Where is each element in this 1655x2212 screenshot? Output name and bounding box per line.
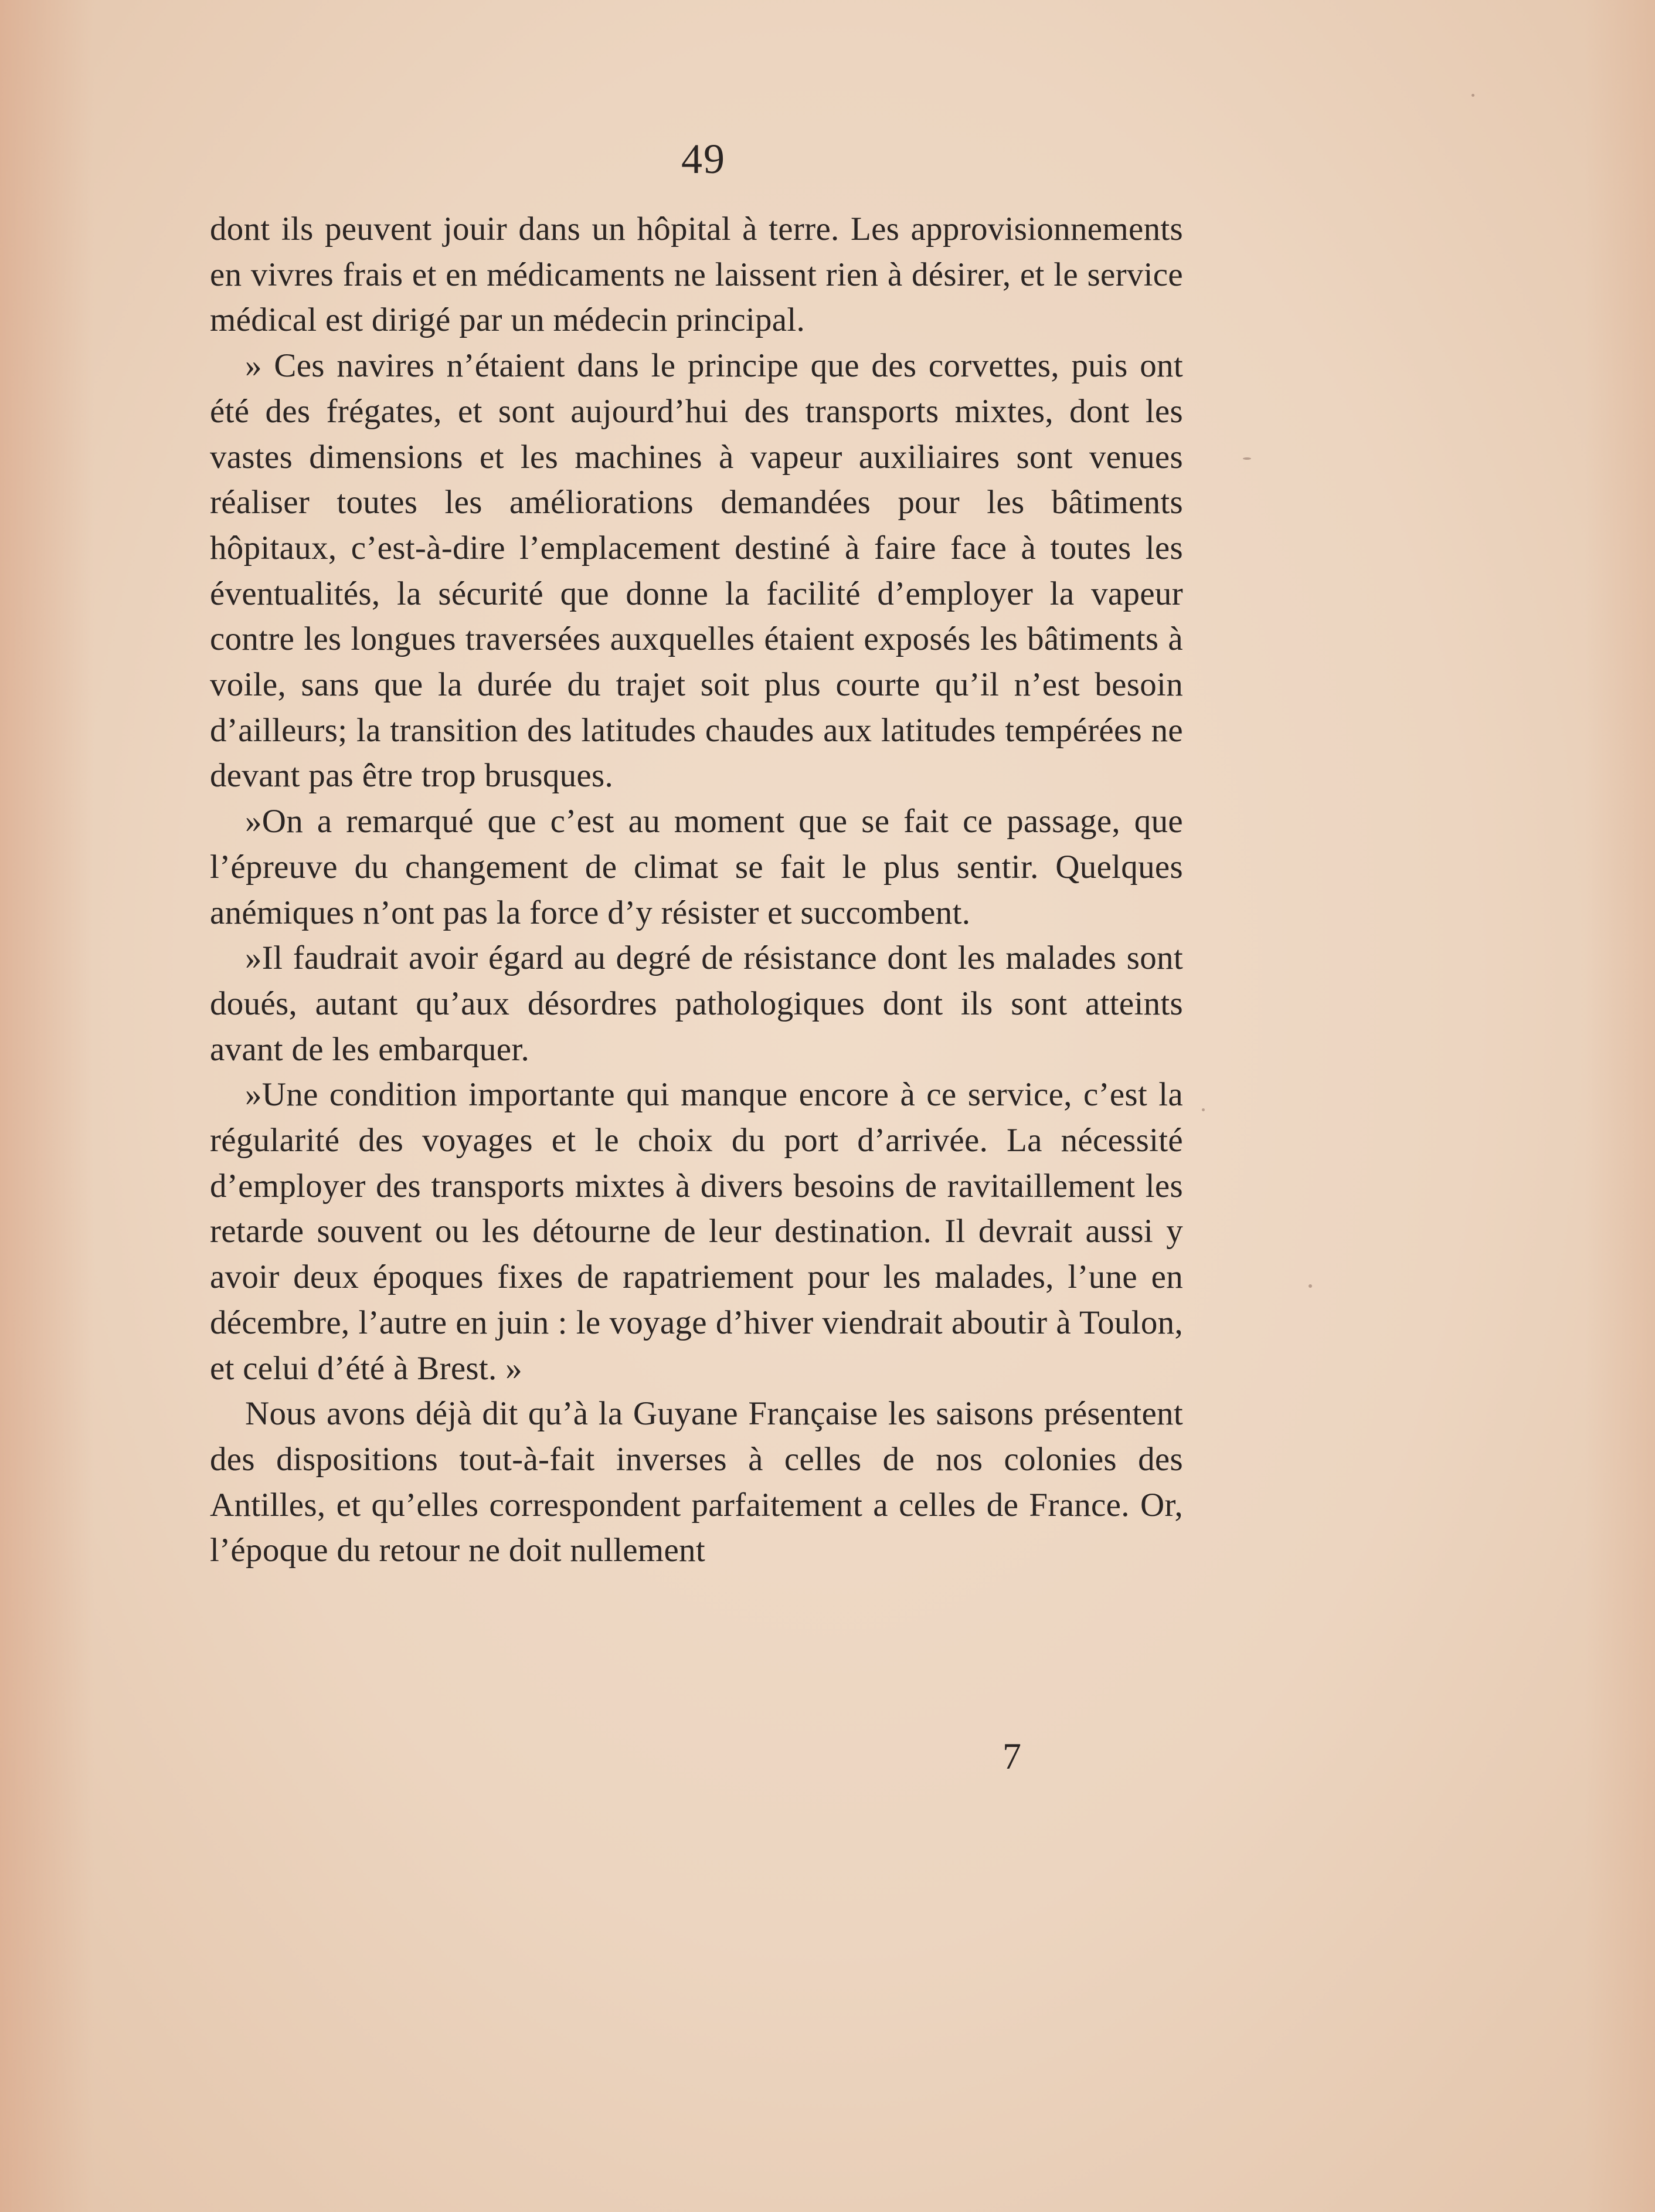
- paragraph: »On a remarqué que c’est au moment que se fait ce passage, que l’épreuve du changement de climat se fait le plus sentir. Quelques anémiques n’ont pas la force d’y résister et succombent.: [210, 803, 1183, 931]
- page-edge-shadow-right: [1585, 0, 1655, 2212]
- body-text: [210, 206, 1183, 1573]
- paper-speck: [1309, 1284, 1312, 1288]
- paragraph: » Ces navires n’étaient dans le principe que des corvettes, puis ont été des frégates, et sont aujourd’hui des transports mixtes, dont les vastes dimensions et les machines à vapeur auxiliaires sont venues réaliser toutes les améliorations demandées pour les bâtiments hôpitaux, c’est-à-dire l’emplacement destiné à faire face à toutes les éventualités, la sécurité que donne la facilité d’employer la vapeur contre les longues traversées auxquelles étaient exposés les bâtiments à voile, sans que la durée du trajet soit plus courte qu’il n’est besoin d’ailleurs; la transition des latitudes chaudes aux latitudes tempérées ne devant pas être trop brusques.: [210, 347, 1183, 795]
- paragraph: »Une condition importante qui manque encore à ce service, c’est la régularité des voyages et le choix du port d’arrivée. La nécessité d’employer des transports mixtes à divers besoins de ravitaillement les retarde souvent ou les détourne de leur destination. Il devrait aussi y avoir deux époques fixes de rapatriement pour les malades, l’une en décembre, l’autre en juin : le voyage d’hiver viendrait aboutir à Toulon, et celui d’été à Brest. »: [210, 1076, 1183, 1387]
- paragraph: »Il faudrait avoir égard au degré de résistance dont les malades sont doués, autant qu’aux désordres pathologiques dont ils sont atteints avant de les embarquer.: [210, 939, 1183, 1068]
- paper-speck: [1472, 94, 1474, 97]
- paper-speck: [1202, 1108, 1205, 1111]
- page-number: 49: [681, 135, 726, 182]
- paragraph: dont ils peuvent jouir dans un hôpital à terre. Les approvisionnements en vivres frais et en médicaments ne laissent rien à désirer, et le service médical est dirigé par un médecin principal.: [210, 211, 1183, 339]
- page-edge-shadow-left: [0, 0, 94, 2212]
- paragraph: Nous avons déjà dit qu’à la Guyane Française les saisons présentent des dispositions tout-à-fait inverses à celles de nos colonies des Antilles, et qu’elles correspondent parfaitement a celles de France. Or, l’époque du retour ne doit nullement: [210, 1395, 1183, 1569]
- signature-mark: 7: [1002, 1735, 1021, 1777]
- paper-speck: [1243, 457, 1251, 460]
